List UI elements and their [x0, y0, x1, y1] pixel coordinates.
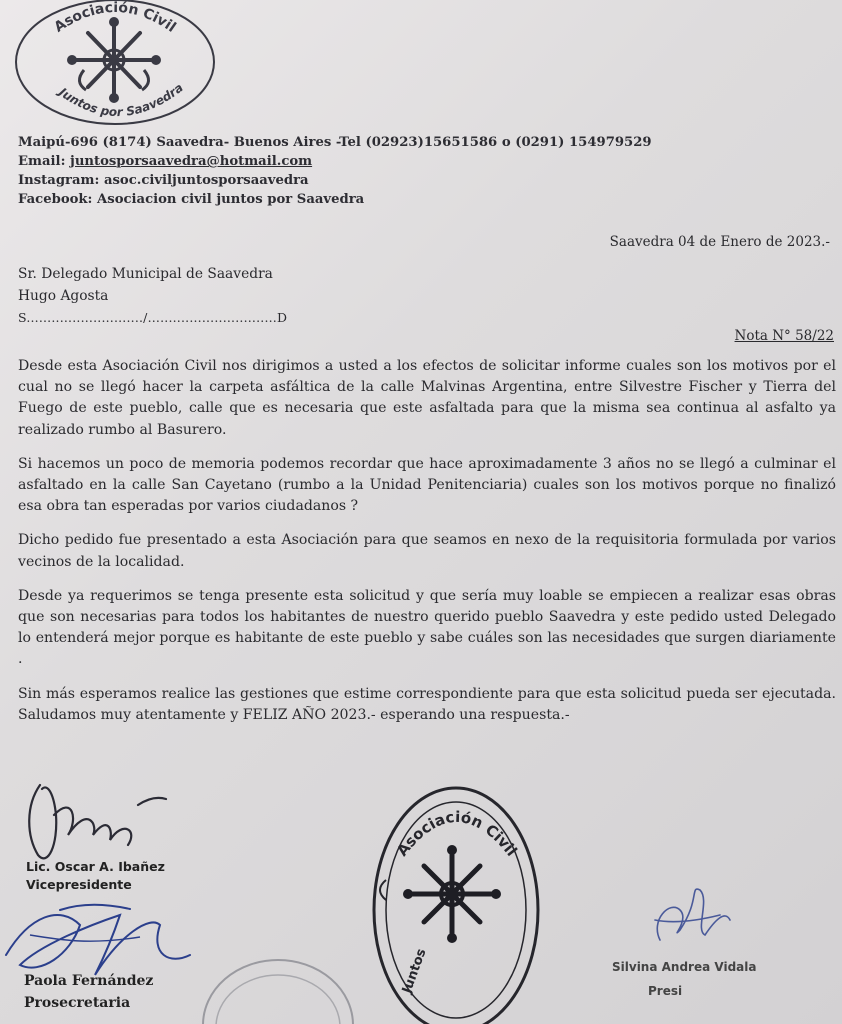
body-paragraph-1: Desde esta Asociación Civil nos dirigimos a usted a los efectos de solicitar informe cuales son los motivos por el cual no se llegó hacer la carpeta asfáltica de la calle Malvinas Argentina, entre Silvestre Fischer y Tierra del Fuego de este pueblo, calle que es necesaria que este asfaltada para que la misma sea continua al asfalto ya realizado rumbo al Basurero.: [18, 358, 836, 438]
svg-text:Juntos por Saavedra: [55, 81, 186, 120]
note-number: Nota N° 58/22: [734, 328, 834, 344]
facebook-value: Asociacion civil juntos por Saavedra: [97, 192, 365, 207]
facebook-label: Facebook:: [18, 192, 93, 207]
header-seal-logo: [14, 0, 219, 130]
svg-text:Asociación Civil: [393, 808, 521, 860]
seal-bottom-text: Juntos por Saavedra: [56, 80, 186, 120]
salutation-line: S............................/...............................D: [18, 310, 288, 325]
contact-block: [18, 133, 652, 209]
recipient-name: Hugo Agosta: [18, 288, 109, 304]
body-paragraph-2: Si hacemos un poco de memoria podemos recordar que hace aproximadamente 3 años no se llegó a culminar el asfaltado en la calle San Cayetano (rumbo a la Unidad Penitenciaria) cuales son los motivos porque no finalizó esa obra tan esperadas por varios ciudadanos ?: [18, 455, 836, 515]
letter-date: Saavedra 04 de Enero de 2023.-: [609, 234, 830, 250]
stamp-bottom-text: Juntos: [399, 946, 430, 996]
body-paragraph-4: Desde ya requerimos se tenga presente esta solicitud y que sería muy loable se empiecen a realizar esas obras que son necesarias para todos los habitantes de nuestro querido pueblo Saavedra y este pedido usted Delegado lo entenderá mejor porque es habitante de este pueblo y sabe cuáles son las necesidades que surgen diariamente .: [18, 587, 836, 668]
email-label: Email:: [18, 154, 66, 169]
signer-role-2: Prosecretaria: [24, 995, 131, 1011]
signer-name-3: Silvina Andrea Vidala: [612, 960, 757, 974]
recipient-title: Sr. Delegado Municipal de Saavedra: [18, 266, 273, 282]
association-stamp: [370, 782, 542, 1024]
body-paragraph-3: Dicho pedido fue presentado a esta Asociación para que seamos en nexo de la requisitoria formulada por varios vecinos de la localidad.: [18, 532, 836, 570]
email-link[interactable]: juntosporsaavedra@hotmail.com: [70, 154, 313, 169]
letter-body: [18, 356, 836, 739]
signature-scribble-1: [18, 775, 178, 870]
signer-role-1: Vicepresidente: [26, 877, 132, 892]
signature-scribble-3: [640, 880, 740, 960]
signature-block-prosecretary: [24, 970, 153, 1014]
signer-name-1: Lic. Oscar A. Ibañez: [26, 859, 165, 874]
address-line: Maipú-696 (8174) Saavedra- Buenos Aires -Tel (02923)15651586 o (0291) 154979529: [18, 135, 652, 150]
partial-stamp-bottom: [198, 935, 358, 1024]
seal-top-text: Asociación Civil: [51, 0, 179, 36]
instagram-line: Instagram: asoc.civiljuntosporsaavedra: [18, 173, 309, 188]
facebook-line: [18, 190, 652, 209]
signature-block-president: [612, 955, 756, 1003]
recipient-block: [18, 263, 287, 329]
email-line: [18, 152, 652, 171]
signature-block-vicepresident: [26, 858, 165, 894]
signer-role-3: Presi: [648, 984, 683, 998]
stamp-top-text: Asociación Civil: [393, 807, 521, 860]
body-paragraph-5: Sin más esperamos realice las gestiones que estime correspondiente para que esta solicitud pueda ser ejecutada. Saludamos muy atentamente y FELIZ AÑO 2023.- esperando una respuesta.-: [18, 685, 836, 723]
signer-name-2: Paola Fernández: [24, 973, 154, 989]
